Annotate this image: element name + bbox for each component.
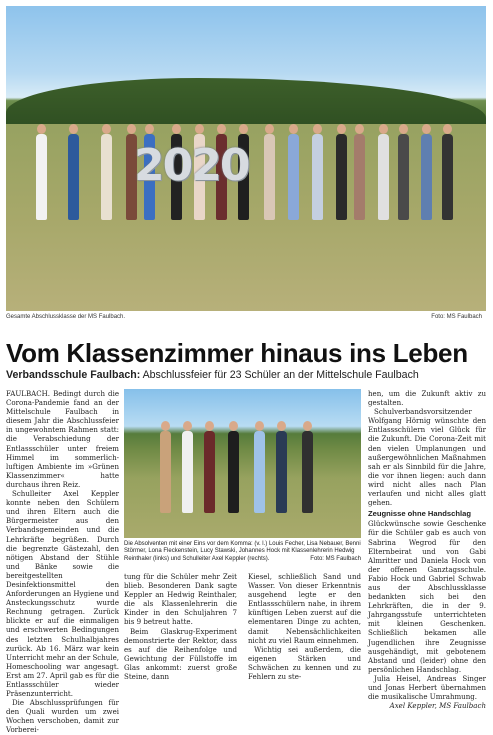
mid-photo-credit: Foto: MS Faulbach <box>310 555 361 562</box>
photo-person-head <box>172 124 181 134</box>
article-column-2 <box>124 572 237 681</box>
top-graduates-photo <box>124 389 361 538</box>
photo-person-head <box>37 124 46 134</box>
photo-person <box>101 134 112 220</box>
photo-person <box>264 134 275 220</box>
photo-person-head <box>145 124 154 134</box>
photo-person <box>336 134 347 220</box>
paragraph: Schulleiter Axel Keppler konnte neben den Schülern und ihren Eltern auch die Bürgermeister aus den Verbandsgemeinden und die Lehrkräfte begrüßen. Durch die begrenzte Gästezahl, den nötigen Abstand der Stühle und Bänke sowie die bereitgestellten Desinfektionsmittel den Anforderungen an Hygiene und Ansteckungsschutz wurde Rechnung getragen. Zurück blickte er auf die einmaligen und erschwerten Bedingungen des letzten Schulhalbjahres zurück. Ab 16. März war kein Unterricht mehr an der Schule, Homeschooling war angesagt. Erst am 27. April gab es für die Entlassschüler wieder Präsenzunterricht. <box>6 489 120 699</box>
photo-person <box>182 431 193 513</box>
photo-hills <box>6 78 486 128</box>
photo-person <box>312 134 323 220</box>
photo-person-head <box>355 124 364 134</box>
paragraph: hen, um die Zukunft aktiv zu gestalten. <box>368 389 486 408</box>
paragraph: Die Abschlussprüfungen für den Quali wurden um zwei Wochen verschoben, damit zur Vorberei- <box>6 698 119 735</box>
photo-person-head <box>265 124 274 134</box>
photo-person-head <box>195 124 204 134</box>
photo-person-head <box>289 124 298 134</box>
article-column-3 <box>248 572 361 681</box>
photo-person-head <box>379 124 388 134</box>
photo-person <box>254 431 265 513</box>
photo-person-head <box>277 421 286 431</box>
photo-person-head <box>255 421 264 431</box>
photo-person <box>442 134 453 220</box>
photo-person-head <box>239 124 248 134</box>
article-column-1 <box>6 389 119 735</box>
paragraph: Kiesel, schließlich Sand und Wasser. Von dieser Erkenntnis ausgehend legte er den Entlassschülern nahe, in ihrem künftigen Leben zuerst auf die elementaren Dinge zu achten, damit Nebensächlichkeiten nicht zu viel Raum einnehmen. <box>248 572 361 645</box>
photo-person <box>302 431 313 513</box>
number-balloons: 2020 <box>134 140 249 191</box>
paragraph: Glückwünsche sowie Geschenke für die Schüler gab es auch von Sabrina Wegrod für den Elternbeirat und von Gabi Almritter und Daniela Hock von der offenen Ganztagsschule. Fabio Hock und Gabriel Schwab aus der Abschlussklasse bedankten sich bei den Lehrkräften, die in der 9. Jahrgangsstufe unterrichteten mit kleinen Geschenken. Schließlich bekamen alle Jugendlichen ihre Zeugnisse ausgehändigt, mit gebotenem Abstand und (leider) ohne den persönlichen Handschlag. <box>368 519 486 674</box>
photo-person-head <box>127 124 136 134</box>
photo-person-head <box>443 124 452 134</box>
paragraph: Wichtig sei außerdem, die eigenen Stärken und Schwächen zu kennen und zu Fehlern zu ste- <box>248 644 361 682</box>
photo-person-head <box>183 421 192 431</box>
mid-photo-caption <box>124 541 361 563</box>
photo-person-head <box>161 421 170 431</box>
top-photo-caption-text: Gesamte Abschlussklasse der MS Faulbach. <box>6 314 126 320</box>
photo-person <box>68 134 79 220</box>
paragraph: Schulverbandsvorsitzender Wolfgang Hörnig wünschte den Entlassschülern viel Glück für die Zukunft. Die Corona-Zeit mit den vielen Umplanungen und außergewöhnlichen Maßnahmen sah er als Sinnbild für die Jahre, die vor ihnen liegen: auch dann wird nicht alles nach Plan verlaufen und nicht alles glatt gehen. <box>368 407 486 508</box>
article-author: Axel Keppler, MS Faulbach <box>389 701 486 711</box>
paragraph: Julia Heisel, Andreas Singer und Jonas Herbert übernahmen die musikalische Umrahmung. <box>368 673 486 702</box>
photo-person-head <box>337 124 346 134</box>
photo-person <box>276 431 287 513</box>
photo-person <box>204 431 215 513</box>
photo-person <box>288 134 299 220</box>
photo-person <box>228 431 239 513</box>
photo-person-head <box>102 124 111 134</box>
paragraph: FAULBACH. Bedingt durch die Corona-Pandemie fand an der Mittelschule Faulbach in diesem Jahr die Abschlussfeier in ungewohntem Rahmen statt: die Verabschiedung der Entlassschüler unter freiem Himmel im sommerlich-luftigen Ambiente im »Grünen Klassenzimmer« hatte durchaus ihren Reiz. <box>6 389 119 489</box>
paragraph: tung für die Schüler mehr Zeit blieb. Besonderen Dank sagte Keppler an Hedwig Reinthaler, die als Klassenlehrerin die Kinder in den Schuljahren 7 bis 9 betreut hatte. <box>124 572 237 627</box>
photo-person <box>36 134 47 220</box>
photo-person <box>354 134 365 220</box>
photo-person-head <box>422 124 431 134</box>
photo-person <box>160 431 171 513</box>
photo-person-head <box>313 124 322 134</box>
top-photo-caption <box>6 314 486 320</box>
top-photo-credit: Foto: MS Faulbach <box>431 314 482 320</box>
class-group-photo <box>6 6 486 311</box>
photo-person <box>421 134 432 220</box>
paragraph: Beim Glaskrug-Experiment demonstrierte der Rektor, dass es auf die Reihenfolge und Gewichtung der Füllstoffe im Glas ankommt: zuerst große Steine, dann <box>124 626 237 682</box>
article-column-4 <box>368 389 486 710</box>
photo-person <box>398 134 409 220</box>
photo-person-head <box>217 124 226 134</box>
photo-person-head <box>399 124 408 134</box>
article-subheadline <box>6 369 488 381</box>
mid-photo-caption-text: Die Absolventen mit einer Eins vor dem Komma: (v. l.) Louis Fecher, Lisa Nebauer, Benni Störmer, Lona Fleckenstein, Lucy Stawski, Johannes Hock mit Klassenlehrerin Hedwig Reinthaler (links) und Schulleiter Axel Keppler (rechts). <box>124 541 361 562</box>
photo-person-head <box>303 421 312 431</box>
photo-person-head <box>205 421 214 431</box>
photo-person-head <box>69 124 78 134</box>
article-headline: Vom Klassenzimmer hinaus ins Leben <box>6 338 468 368</box>
photo-person-head <box>229 421 238 431</box>
section-heading: Zeugnisse ohne Handschlag <box>368 509 471 519</box>
subheadline-lead: Verbandsschule Faulbach: <box>6 369 141 381</box>
photo-person <box>378 134 389 220</box>
subheadline-rest: Abschlussfeier für 23 Schüler an der Mittelschule Faulbach <box>140 369 419 381</box>
